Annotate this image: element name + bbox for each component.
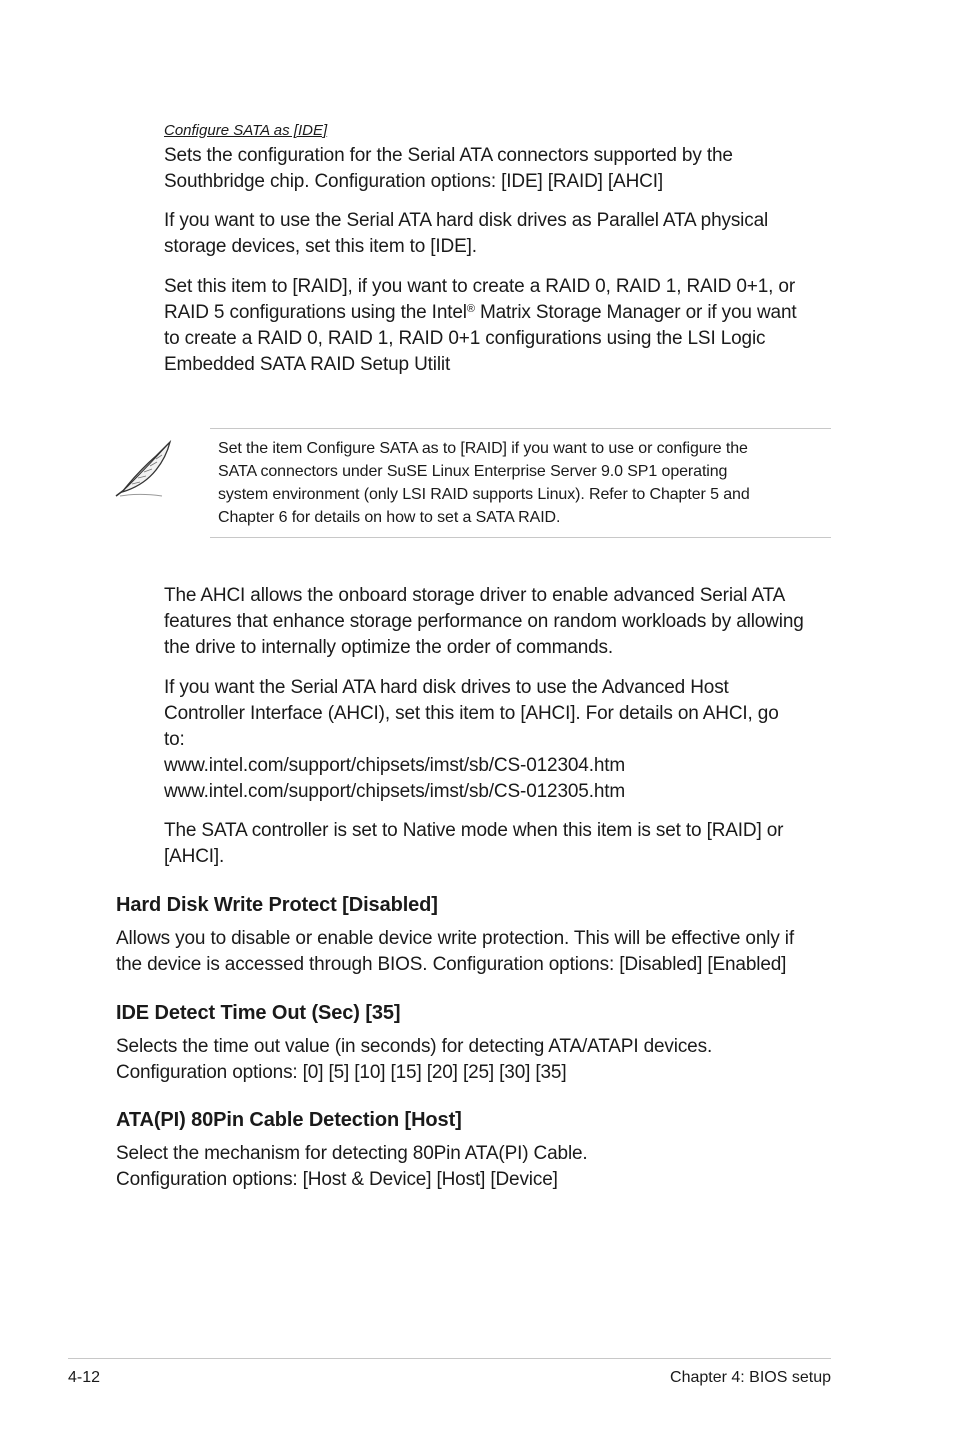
section-body-write-protect [116, 926, 794, 978]
note-line: SATA connectors under SuSE Linux Enterprise Server 9.0 SP1 operating [218, 463, 728, 480]
page-number: 4-12 [68, 1369, 101, 1386]
note-line: Set the item Configure SATA as to [RAID] if you want to use or configure the [218, 440, 748, 457]
ahci-paragraph-2 [164, 675, 779, 805]
section-heading-write-protect: Hard Disk Write Protect [Disabled] [116, 894, 438, 916]
feather-pen-icon [112, 440, 174, 498]
text-line: Select the mechanism for detecting 80Pin ATA(PI) Cable. [116, 1143, 588, 1164]
text-line: Set this item to [RAID], if you want to create a RAID 0, RAID 1, RAID 0+1, or [164, 276, 796, 297]
section-body-ide-timeout [116, 1034, 712, 1086]
text-line: features that enhance storage performance on random workloads by allowing [164, 611, 804, 632]
intro-paragraph-1 [164, 143, 733, 195]
note-bottom-rule [210, 537, 831, 538]
text-line: The AHCI allows the onboard storage driver to enable advanced Serial ATA [164, 585, 786, 606]
text-line: The SATA controller is set to Native mode when this item is set to [RAID] or [164, 820, 784, 841]
ahci-paragraph-3 [164, 818, 783, 870]
text-line: Allows you to disable or enable device write protection. This will be effective only if [116, 928, 794, 949]
note-top-rule [210, 428, 831, 429]
text-line: Embedded SATA RAID Setup Utilit [164, 354, 451, 375]
text-line: Configuration options: [Host & Device] [Host] [Device] [116, 1169, 558, 1190]
note-line: Chapter 6 for details on how to set a SATA RAID. [218, 509, 561, 526]
section-body-cable-detection [116, 1141, 588, 1193]
chapter-title: Chapter 4: BIOS setup [670, 1369, 831, 1386]
section-heading-ide-timeout: IDE Detect Time Out (Sec) [35] [116, 1002, 401, 1024]
text-line: If you want to use the Serial ATA hard disk drives as Parallel ATA physical [164, 210, 769, 231]
text-line: to create a RAID 0, RAID 1, RAID 0+1 configurations using the LSI Logic [164, 328, 766, 349]
section-heading-cable-detection: ATA(PI) 80Pin Cable Detection [Host] [116, 1109, 462, 1131]
text-line: Configuration options: [0] [5] [10] [15] [20] [25] [30] [35] [116, 1062, 567, 1083]
ahci-paragraph-1 [164, 583, 804, 661]
registered-mark: ® [466, 303, 475, 315]
text-fragment: Matrix Storage Manager or if you want [474, 302, 797, 323]
url-line: www.intel.com/support/chipsets/imst/sb/CS-012304.htm [164, 755, 626, 776]
text-fragment: RAID 5 configurations using the Intel [164, 302, 467, 323]
url-line: www.intel.com/support/chipsets/imst/sb/CS-012305.htm [164, 781, 626, 802]
note-line: system environment (only LSI RAID supports Linux). Refer to Chapter 5 and [218, 486, 750, 503]
text-line: the device is accessed through BIOS. Configuration options: [Disabled] [Enabled] [116, 954, 787, 975]
text-line: Selects the time out value (in seconds) for detecting ATA/ATAPI devices. [116, 1036, 713, 1057]
footer-rule [68, 1358, 831, 1359]
text-line: the drive to internally optimize the order of commands. [164, 637, 614, 658]
text-line: If you want the Serial ATA hard disk drives to use the Advanced Host [164, 677, 729, 698]
intro-paragraph-3 [164, 274, 797, 378]
text-line: Southbridge chip. Configuration options: [IDE] [RAID] [AHCI] [164, 171, 663, 192]
note-text [218, 437, 750, 529]
text-line: storage devices, set this item to [IDE]. [164, 236, 477, 257]
text-line: to: [164, 729, 185, 750]
text-line: Sets the configuration for the Serial ATA connectors supported by the [164, 145, 733, 166]
text-line: Controller Interface (AHCI), set this item to [AHCI]. For details on AHCI, go [164, 703, 779, 724]
text-line [164, 300, 797, 326]
text-line: [AHCI]. [164, 846, 225, 867]
intro-paragraph-2 [164, 208, 768, 260]
subheading: Configure SATA as [IDE] [164, 122, 328, 139]
